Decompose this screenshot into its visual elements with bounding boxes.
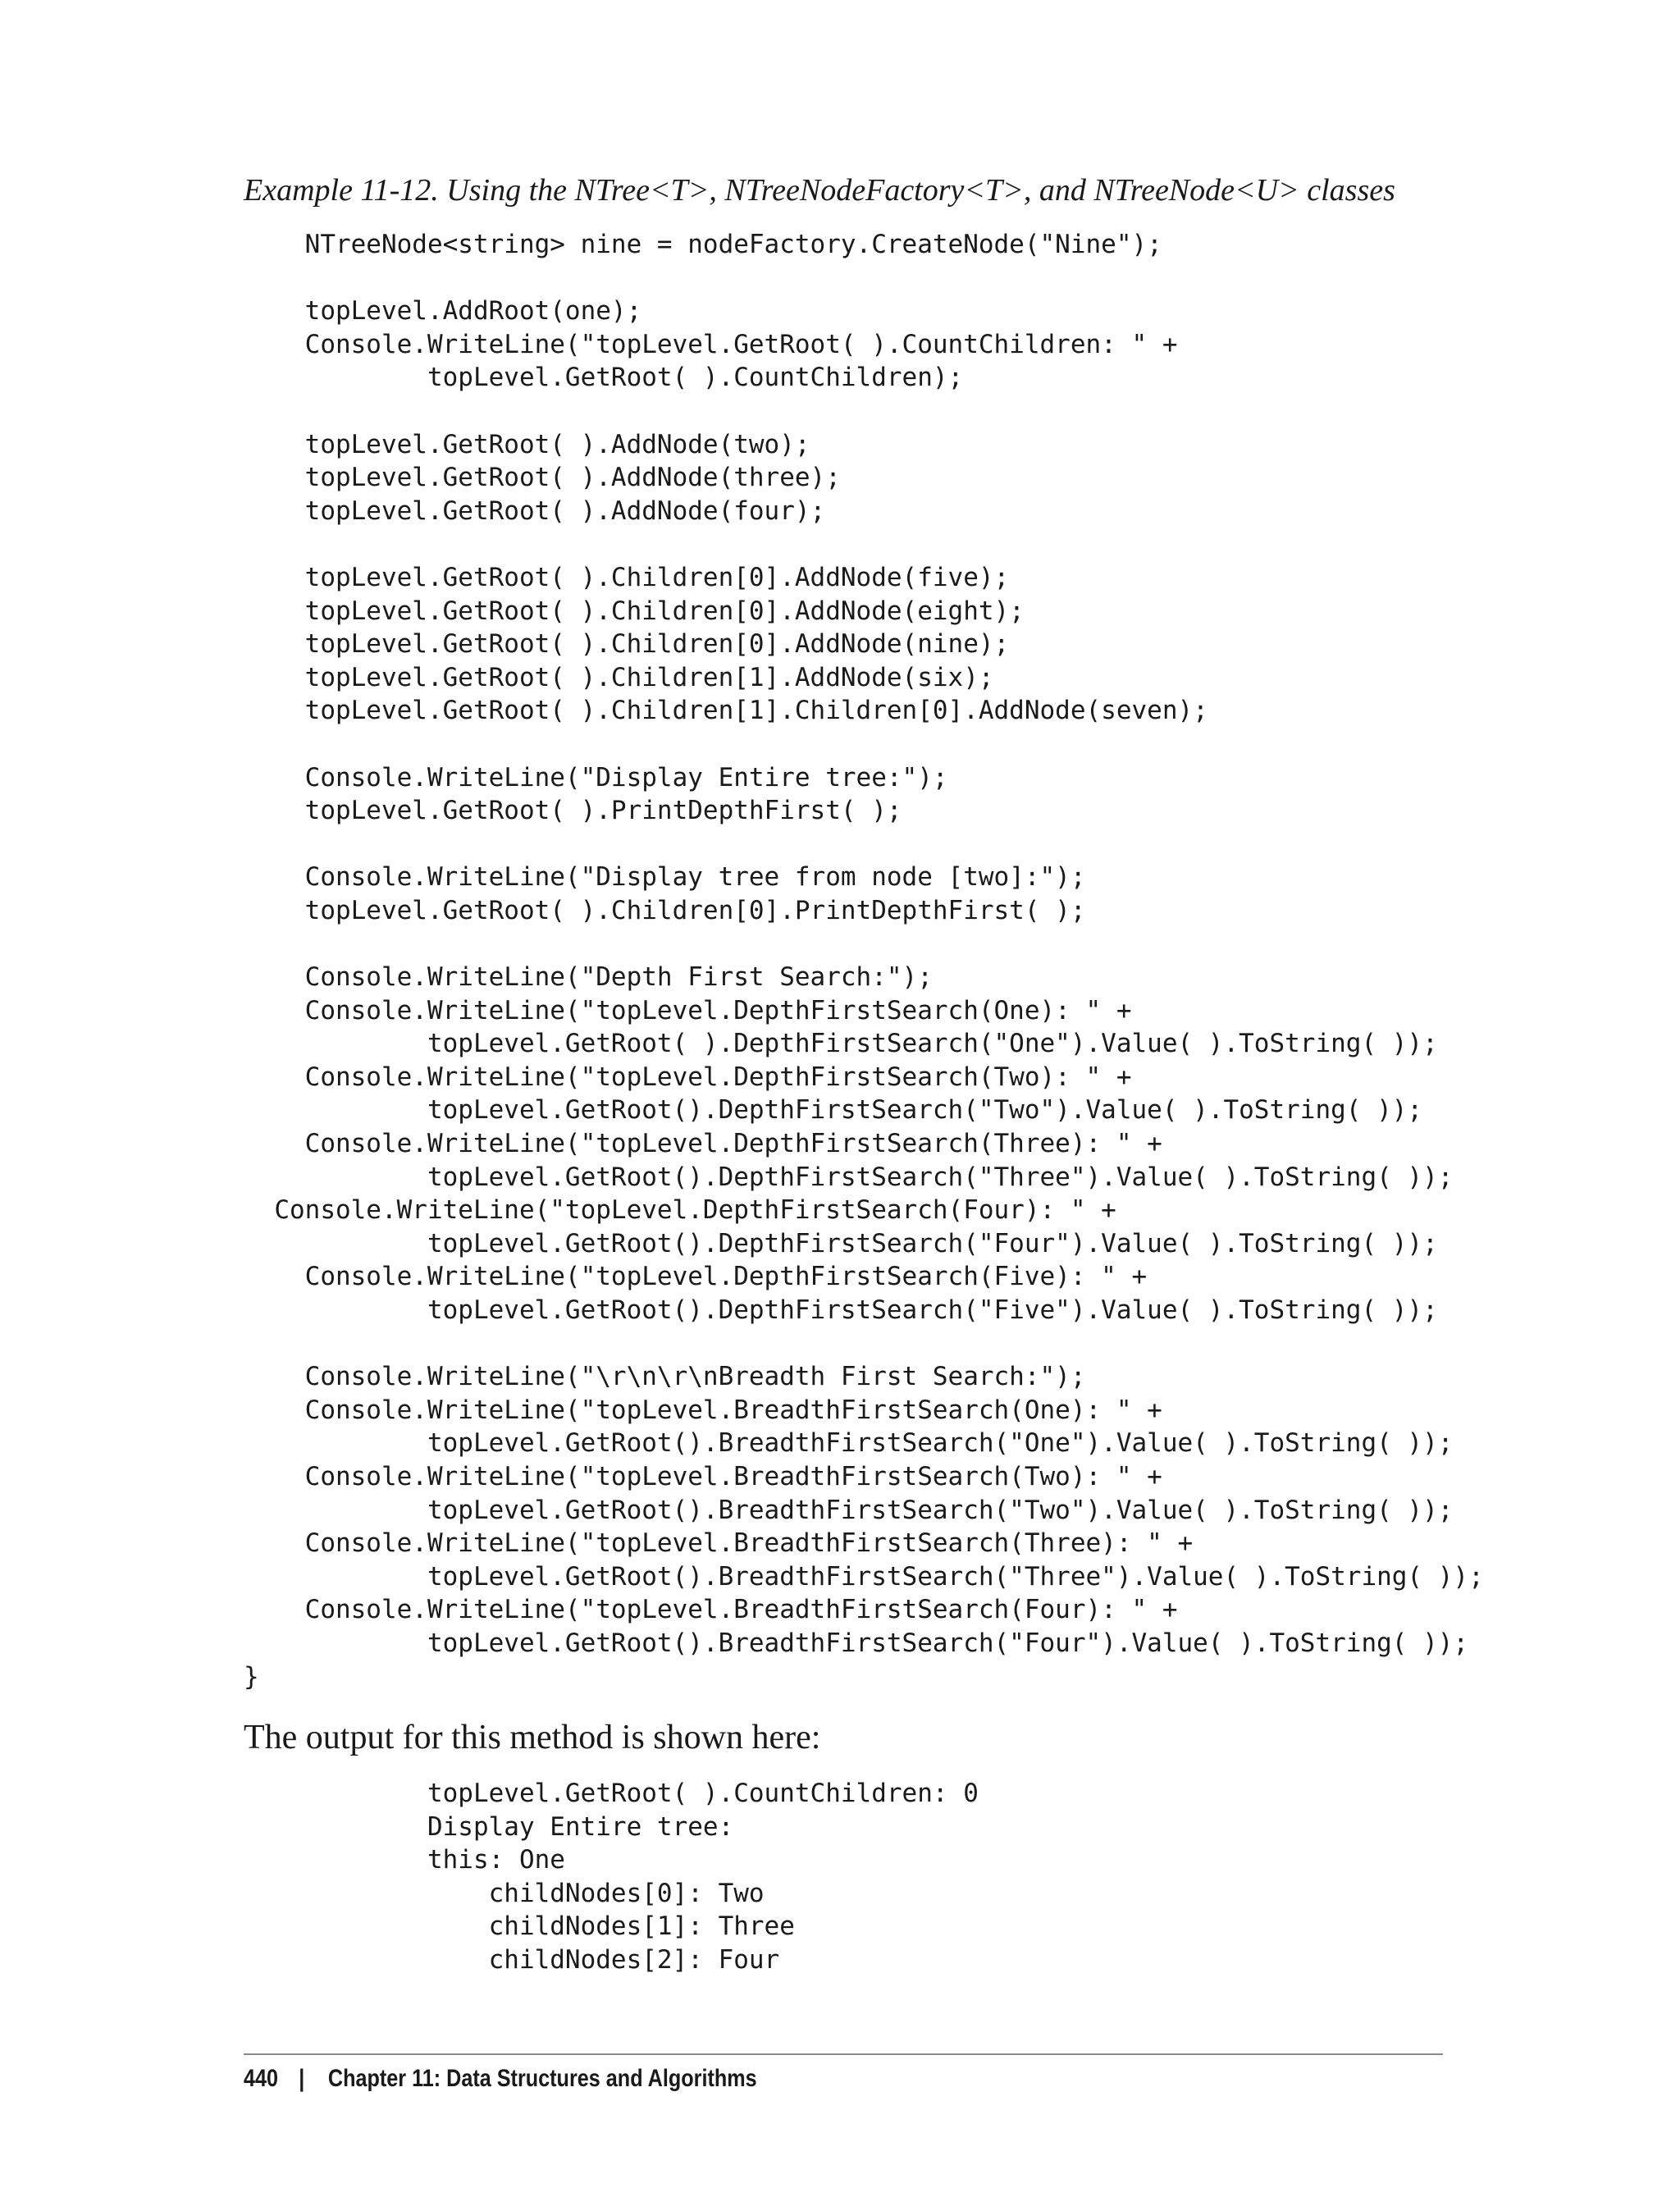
code-line: Console.WriteLine("topLevel.GetRoot( ).CountChildren: " + — [244, 329, 1178, 359]
code-line: topLevel.GetRoot().BreadthFirstSearch("One").Value( ).ToString( )); — [244, 1428, 1454, 1459]
output-line: this: One — [244, 1845, 565, 1875]
code-line: Console.WriteLine("topLevel.DepthFirstSearch(One): " + — [244, 995, 1132, 1025]
code-line — [244, 927, 1484, 961]
output-line: childNodes[1]: Three — [244, 1911, 795, 1942]
code-line — [244, 395, 1484, 428]
code-line: topLevel.GetRoot( ).AddNode(three); — [244, 463, 841, 493]
code-line — [244, 1327, 1484, 1361]
output-intro: The output for this method is shown here: — [244, 1719, 821, 1756]
code-line: Console.WriteLine("Display Entire tree:"); — [244, 762, 948, 792]
footer-rule — [244, 2053, 1443, 2055]
code-line: topLevel.GetRoot( ).Children[0].PrintDepthFirst( ); — [244, 895, 1086, 925]
code-line: NTreeNode<string> nine = nodeFactory.CreateNode("Nine"); — [244, 230, 1162, 259]
code-line: topLevel.GetRoot( ).Children[1].Children[0].AddNode(seven); — [244, 696, 1208, 726]
code-line: Console.WriteLine("topLevel.BreadthFirstSearch(One): " + — [244, 1395, 1162, 1425]
code-line: Console.WriteLine("Display tree from node [two]:"); — [244, 862, 1086, 893]
code-line: } — [244, 1661, 259, 1692]
example-caption: Example 11-12. Using the NTree<T>, NTreeNodeFactory<T>, and NTreeNode<U> classes — [244, 173, 1395, 208]
output-line: Display Entire tree: — [244, 1811, 734, 1842]
code-line: topLevel.GetRoot().DepthFirstSearch("Five").Value( ).ToString( )); — [244, 1295, 1438, 1325]
output-line: topLevel.GetRoot( ).CountChildren: 0 — [244, 1779, 979, 1808]
code-line: topLevel.GetRoot( ).PrintDepthFirst( ); — [244, 796, 902, 826]
code-line: topLevel.GetRoot( ).AddNode(four); — [244, 496, 826, 526]
output-line: childNodes[0]: Two — [244, 1878, 765, 1908]
code-line — [244, 828, 1484, 861]
code-line: Console.WriteLine("\r\n\r\nBreadth First Search:"); — [244, 1362, 1086, 1392]
code-line: topLevel.GetRoot().BreadthFirstSearch("Two").Value( ).ToString( )); — [244, 1495, 1454, 1525]
page-number: 440 — [244, 2065, 279, 2092]
code-line: topLevel.GetRoot( ).Children[0].AddNode(eight); — [244, 596, 1025, 626]
code-line: topLevel.GetRoot().DepthFirstSearch("Four").Value( ).ToString( )); — [244, 1228, 1438, 1258]
code-line: topLevel.GetRoot( ).Children[1].AddNode(six); — [244, 662, 994, 692]
code-line — [244, 528, 1484, 561]
code-line: topLevel.GetRoot( ).CountChildren); — [244, 363, 964, 393]
code-line: Console.WriteLine("topLevel.DepthFirstSearch(Three): " + — [244, 1129, 1162, 1159]
code-line: topLevel.GetRoot( ).AddNode(two); — [244, 429, 810, 459]
output-line: childNodes[2]: Four — [244, 1944, 780, 1975]
code-line: topLevel.GetRoot( ).Children[0].AddNode(five); — [244, 562, 1010, 592]
code-line: Console.WriteLine("topLevel.DepthFirstSearch(Four): " + — [244, 1195, 1116, 1226]
code-line: topLevel.GetRoot().DepthFirstSearch("Two").Value( ).ToString( )); — [244, 1095, 1423, 1126]
code-line: topLevel.AddRoot(one); — [244, 296, 642, 327]
code-listing — [244, 228, 1484, 1693]
code-line: topLevel.GetRoot( ).DepthFirstSearch("One").Value( ).ToString( )); — [244, 1029, 1438, 1059]
code-line: topLevel.GetRoot().DepthFirstSearch("Three").Value( ).ToString( )); — [244, 1162, 1454, 1192]
code-line: topLevel.GetRoot().BreadthFirstSearch("Four").Value( ).ToString( )); — [244, 1628, 1469, 1658]
code-line — [244, 728, 1484, 761]
code-line: Console.WriteLine("topLevel.BreadthFirstSearch(Two): " + — [244, 1461, 1162, 1491]
code-line: topLevel.GetRoot().BreadthFirstSearch("Three").Value( ).ToString( )); — [244, 1561, 1484, 1592]
code-line: Console.WriteLine("topLevel.DepthFirstSearch(Two): " + — [244, 1062, 1132, 1092]
code-line: topLevel.GetRoot( ).Children[0].AddNode(nine); — [244, 629, 1010, 660]
code-line: Console.WriteLine("topLevel.DepthFirstSearch(Five): " + — [244, 1262, 1148, 1292]
code-line: Console.WriteLine("Depth First Search:"); — [244, 962, 933, 993]
page-footer — [244, 2059, 757, 2099]
chapter-title: Chapter 11: Data Structures and Algorithms — [327, 2065, 757, 2092]
code-line: Console.WriteLine("topLevel.BreadthFirstSearch(Four): " + — [244, 1595, 1178, 1625]
code-line — [244, 262, 1484, 295]
output-listing — [244, 1777, 979, 1977]
footer-separator: | — [299, 2065, 305, 2092]
code-line: Console.WriteLine("topLevel.BreadthFirstSearch(Three): " + — [244, 1528, 1194, 1559]
